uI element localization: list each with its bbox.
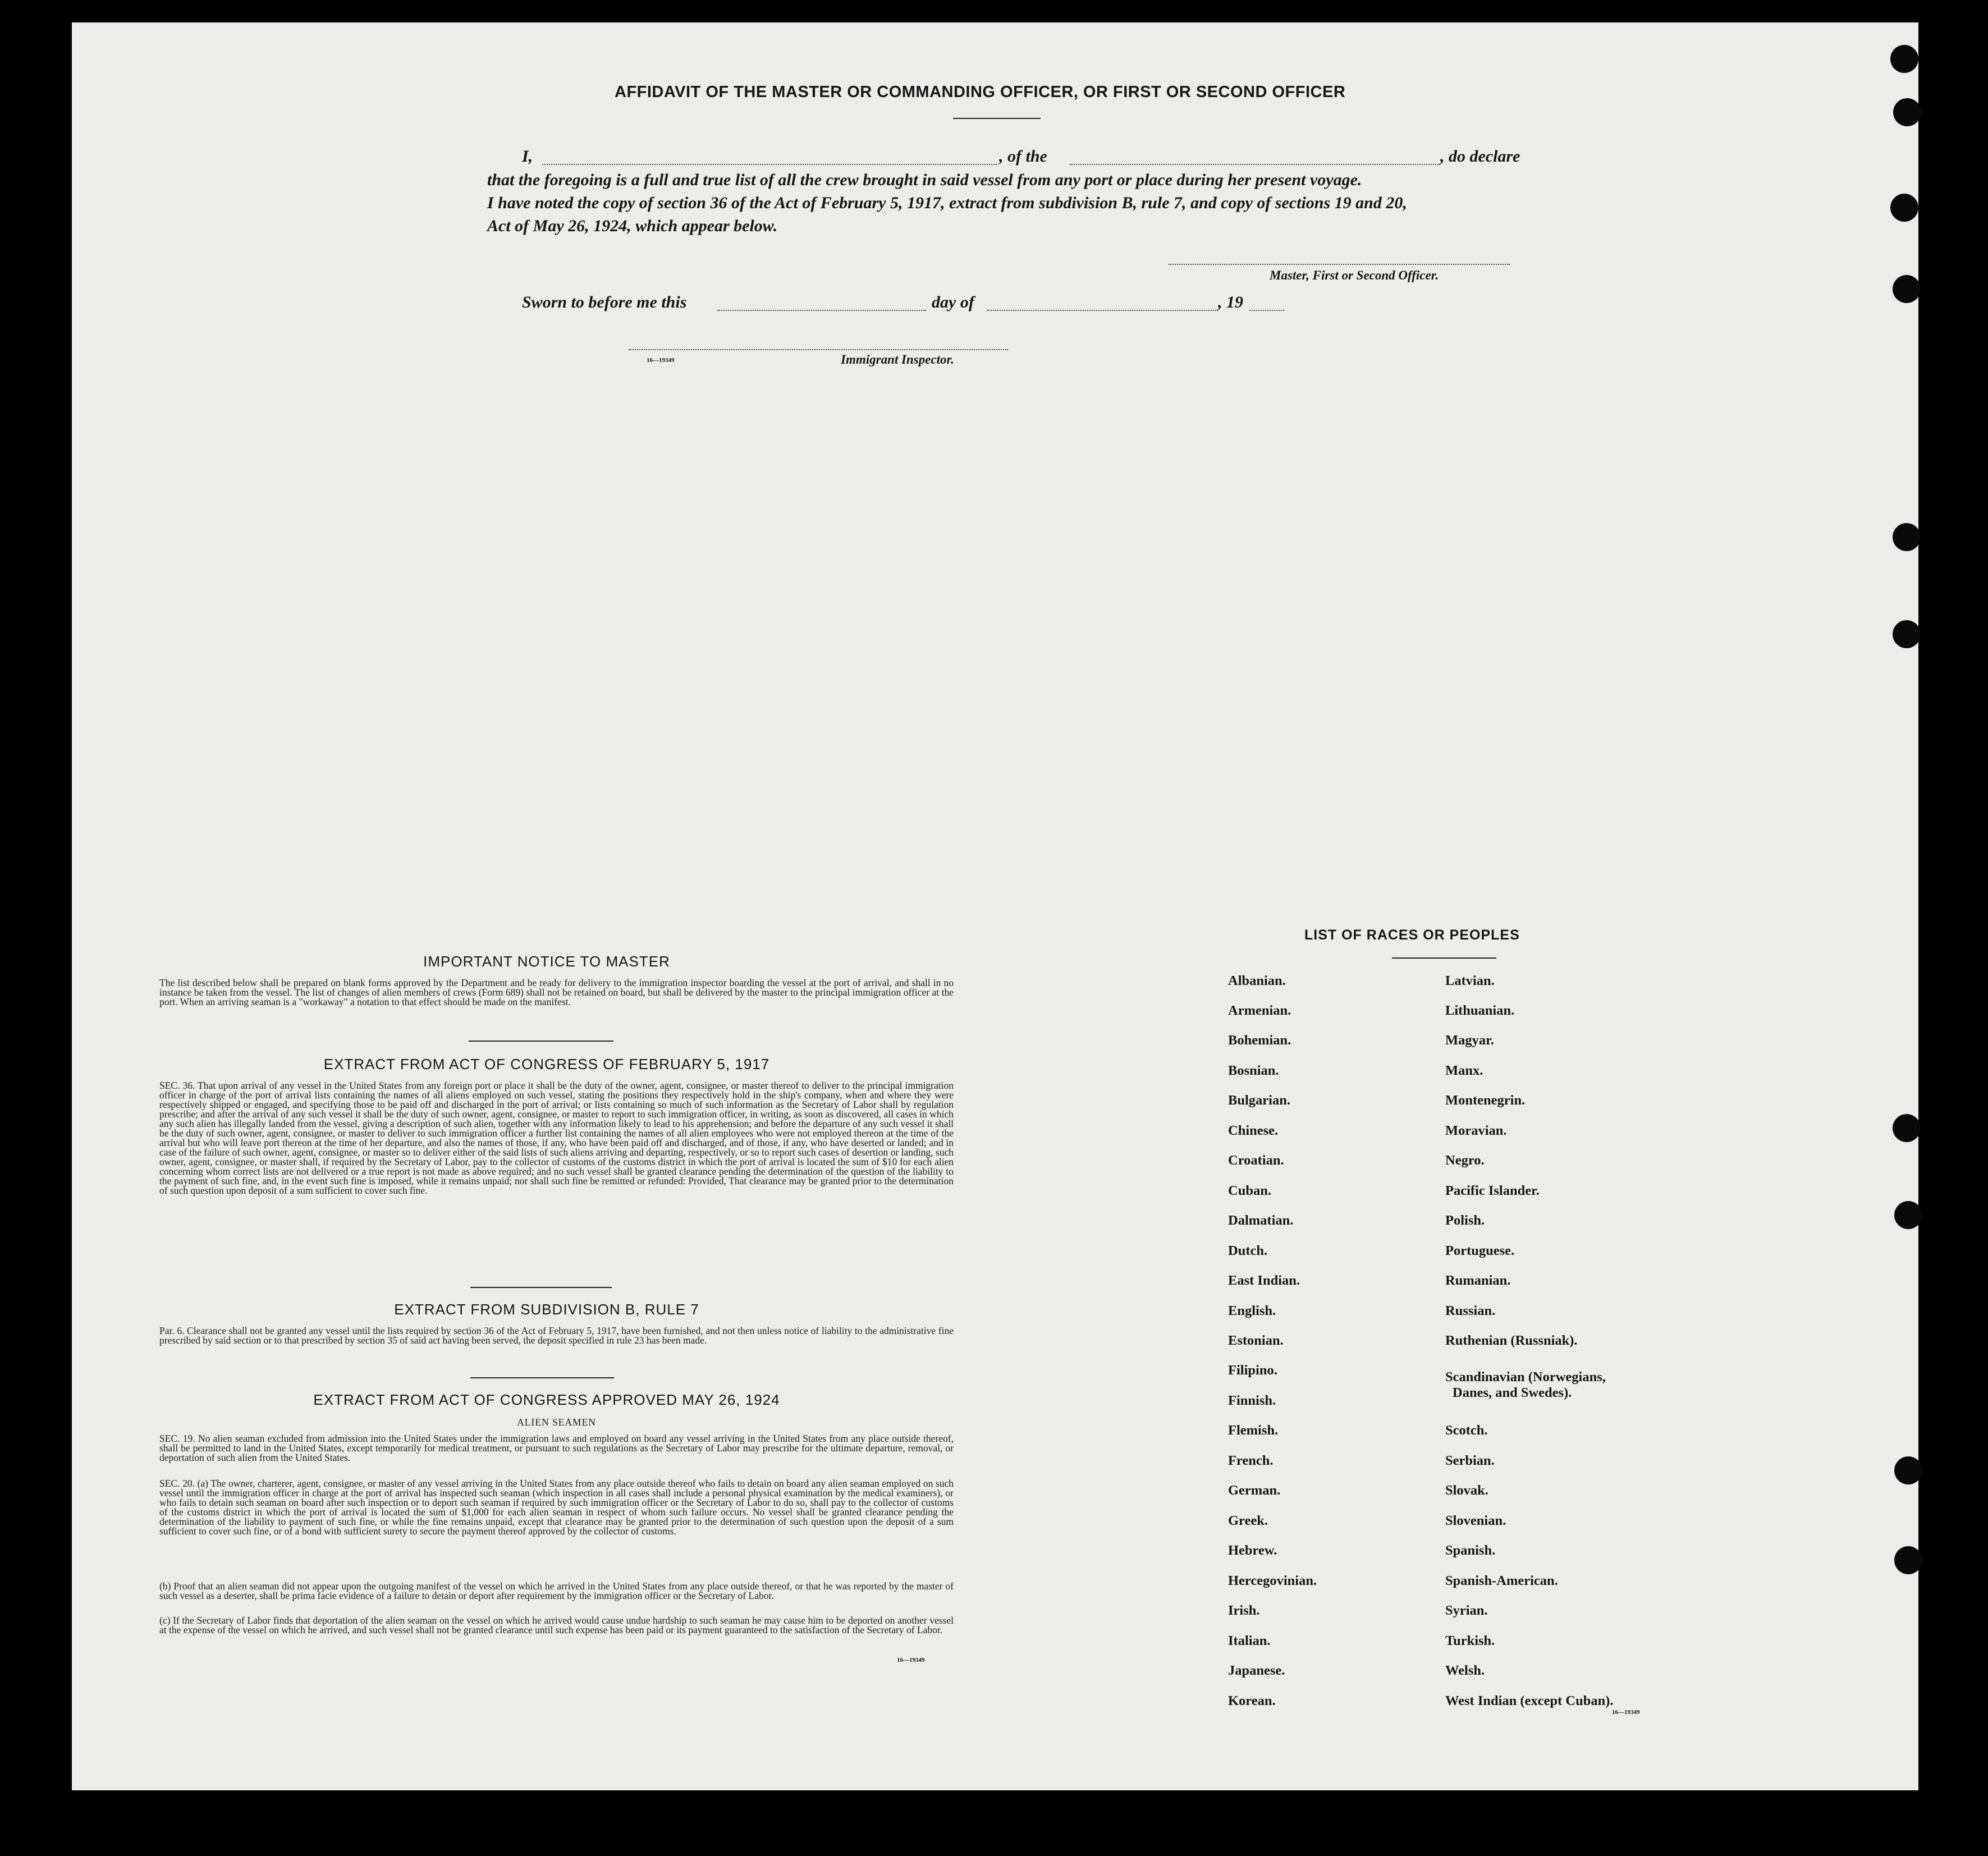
race-item: Albanian. bbox=[1228, 973, 1286, 988]
race-item: Serbian. bbox=[1445, 1453, 1495, 1468]
race-item: Filipino. bbox=[1228, 1363, 1277, 1378]
sworn-prefix: Sworn to before me this bbox=[522, 293, 687, 311]
notice-text: The list described below shall be prepared on blank forms approved by the Department and be ready for delivery to the immigration inspector boarding the vessel at the port of arrival, and shall in no instance be taken from the vessel. The list of changes of alien members of crews (Form 689) shall not be retained on board, but shall be delivered by the master to the principal immigration officer at the port. When an arriving seaman is a "workaway" a notation to that effect should be made on the manifest. bbox=[159, 977, 954, 1007]
race-item: Greek. bbox=[1228, 1513, 1268, 1528]
inspector-signature-line bbox=[629, 349, 1008, 350]
race-item: Ruthenian (Russniak). bbox=[1445, 1333, 1578, 1348]
race-item: Scotch. bbox=[1445, 1423, 1488, 1438]
race-item: Finnish. bbox=[1228, 1393, 1276, 1408]
race-item: West Indian (except Cuban). bbox=[1445, 1693, 1614, 1708]
officer-signature-line bbox=[1169, 264, 1510, 265]
extract-1924-title: EXTRACT FROM ACT OF CONGRESS APPROVED MAY 26, 1924 bbox=[313, 1391, 780, 1408]
vessel-blank bbox=[1070, 164, 1440, 165]
race-item: Bosnian. bbox=[1228, 1063, 1279, 1078]
race-item: Negro. bbox=[1445, 1153, 1485, 1168]
sworn-year: , 19 bbox=[1218, 293, 1243, 311]
binder-hole bbox=[1893, 620, 1921, 648]
extract-1917-title: EXTRACT FROM ACT OF CONGRESS OF FEBRUARY 5, 1917 bbox=[323, 1056, 770, 1073]
title-underline bbox=[953, 118, 1041, 119]
sec-20c-text: (c) If the Secretary of Labor finds that deportation of the alien seaman on the vessel on which he arrived would cause undue hardship to such seaman he may cause him to be deported on another vessel at the expense of the vessel on which he arrived, and such vessel shall not be granted clearance until such expense has been paid or its payment guaranteed to the satisfaction of the Secretary of Labor. bbox=[159, 1615, 954, 1635]
races-title-underline bbox=[1392, 957, 1496, 959]
extract-rule7-text: Par. 6. Clearance shall not be granted any vessel until the lists required by section 36 of the Act of February 5, 1917, have been furnished, and not then unless notice of liability to the administrative fine prescribed by said section or to that prescribed by section 35 of said act having been served, the deposit specified in rule 23 has been made. bbox=[159, 1325, 954, 1346]
race-item: Bohemian. bbox=[1228, 1033, 1291, 1048]
notice-title: IMPORTANT NOTICE TO MASTER bbox=[423, 953, 670, 970]
extract-rule7-title: EXTRACT FROM SUBDIVISION B, RULE 7 bbox=[394, 1301, 699, 1318]
section-divider bbox=[470, 1287, 612, 1288]
race-item: Flemish. bbox=[1228, 1423, 1279, 1438]
race-item: Latvian. bbox=[1445, 973, 1495, 988]
binder-hole bbox=[1890, 194, 1918, 222]
sec-20a-text: SEC. 20. (a) The owner, charterer, agent, consignee, or master of any vessel arriving in the United States from any place outside thereof who fails to detain on board any alien seaman employed on such vessel until the immigration officer in charge at the port of arrival has inspected such seaman (which inspection in all cases shall include a personal physical examination by the medical examiners), or who fails to detain such seaman on board after such inspection or to deport such seaman if required by such immigration officer or the Secretary of Labor to do so, shall pay to the collector of customs of the customs district in which the port of arrival is located the sum of $1,000 for each alien seaman in respect of whom such failure occurs. No vessel shall be granted clearance pending the determination of the liability to payment of such fine, or while the fine remains unpaid, except that clearance may be granted prior to the determination of such question upon the deposit of a sum sufficient to cover such fine, or of a bond with sufficient surety to secure the payment thereof approved by the collector of customs. bbox=[159, 1478, 954, 1537]
race-item: Montenegrin. bbox=[1445, 1093, 1526, 1108]
name-blank bbox=[542, 164, 997, 165]
extract-1924-subtitle: ALIEN SEAMEN bbox=[517, 1417, 596, 1428]
race-item: Korean. bbox=[1228, 1693, 1276, 1708]
race-item: Welsh. bbox=[1445, 1663, 1485, 1678]
race-item: Italian. bbox=[1228, 1633, 1271, 1648]
form-number: 16—19349 bbox=[897, 1657, 925, 1663]
race-item: Dalmatian. bbox=[1228, 1213, 1294, 1228]
declaration-of-the: , of the bbox=[999, 147, 1047, 166]
race-item: East Indian. bbox=[1228, 1273, 1300, 1288]
race-item: Scandinavian (Norwegians, bbox=[1445, 1369, 1606, 1385]
race-item: Danes, and Swedes). bbox=[1453, 1385, 1572, 1400]
race-item: Hercegovinian. bbox=[1228, 1573, 1317, 1588]
inspector-caption: Immigrant Inspector. bbox=[841, 352, 954, 366]
sworn-day-of: day of bbox=[932, 293, 974, 311]
binder-hole bbox=[1894, 1201, 1922, 1229]
race-item: Irish. bbox=[1228, 1603, 1260, 1618]
binder-hole bbox=[1893, 1114, 1921, 1142]
race-item: Magyar. bbox=[1445, 1033, 1494, 1048]
affidavit-title: AFFIDAVIT OF THE MASTER OR COMMANDING OFFICER, OR FIRST OR SECOND OFFICER bbox=[615, 83, 1346, 101]
race-item: German. bbox=[1228, 1483, 1281, 1498]
declaration-do-declare: , do declare bbox=[1440, 147, 1520, 166]
race-item: Turkish. bbox=[1445, 1633, 1495, 1648]
race-item: Chinese. bbox=[1228, 1123, 1279, 1138]
race-item: Lithuanian. bbox=[1445, 1003, 1515, 1018]
race-item: Spanish. bbox=[1445, 1543, 1496, 1558]
race-item: Slovak. bbox=[1445, 1483, 1488, 1498]
race-item: Portuguese. bbox=[1445, 1243, 1515, 1258]
race-item: English. bbox=[1228, 1303, 1276, 1318]
race-item: Pacific Islander. bbox=[1445, 1183, 1540, 1198]
extract-1917-text: SEC. 36. That upon arrival of any vessel in the United States from any foreign port or place it shall be the duty of the owner, agent, consignee, or master thereof to deliver to the principal immigration officer in charge of the port of arrival lists containing the names of all aliens employed on such vessel, stating the positions they respectively hold in the ship's company, when and where they were respectively shipped or engaged, and specifying those to be paid off and discharged in the port of arrival; or lists containing so much of such information as the Secretary of Labor shall by regulation prescribe; and after the arrival of any such vessel it shall be the duty of such owner, agent, consignee, or master to report to such immigration officer, in writing, as soon as discovered, all cases in which any such alien has illegally landed from the vessel, giving a description of such alien, together with any information likely to lead to his apprehension; and before the departure of any such vessel it shall be the duty of such owner, agent, consignee, or master to deliver to such immigration officer a further list containing the names of all alien employees who were not employed thereon at the time of the arrival but who will leave port thereon at the time of her departure, and also the names of those, if any, who have been paid off and discharged, and of those, if any, who have deserted or landed; and in case of the failure of such owner, agent, consignee, or master so to deliver either of the said lists of such aliens arriving and departing, respectively, or so to report such cases of desertion or landing, such owner, agent, consignee, or master shall, if required by the Secretary of Labor, pay to the collector of customs of the customs district in which the port of arrival is located the sum of $10 for each alien concerning whom correct lists are not delivered or a true report is not made as above required; and no such vessel shall be granted clearance pending the determination of the question of the liability to the payment of such fine, and, in the event such fine is imposed, while it remains unpaid; nor shall such fine be remitted or refunded: Provided, That clearance may be granted prior to the determination of such question upon deposit of a sum sufficient to cover such fine. bbox=[159, 1080, 954, 1196]
binder-hole bbox=[1893, 523, 1921, 551]
section-divider bbox=[470, 1377, 614, 1378]
race-item: Bulgarian. bbox=[1228, 1093, 1290, 1108]
declaration-line-4: Act of May 26, 1924, which appear below. bbox=[487, 217, 778, 235]
races-title: LIST OF RACES OR PEOPLES bbox=[1304, 927, 1520, 943]
binder-hole bbox=[1894, 1546, 1922, 1574]
race-item: Manx. bbox=[1445, 1063, 1483, 1078]
race-item: Dutch. bbox=[1228, 1243, 1268, 1258]
race-item: Russian. bbox=[1445, 1303, 1496, 1318]
race-item: Spanish-American. bbox=[1445, 1573, 1558, 1588]
race-item: Syrian. bbox=[1445, 1603, 1488, 1618]
race-item: Moravian. bbox=[1445, 1123, 1507, 1138]
race-item: Estonian. bbox=[1228, 1333, 1284, 1348]
race-item: Slovenian. bbox=[1445, 1513, 1506, 1528]
form-number: 16—19349 bbox=[1612, 1709, 1640, 1716]
declaration-line-3: I have noted the copy of section 36 of the Act of February 5, 1917, extract from subdivision B, rule 7, and copy of sections 19 and 20, bbox=[487, 194, 1407, 212]
sec-19-text: SEC. 19. No alien seaman excluded from admission into the United States under the immigration laws and employed on board any vessel arriving in the United States from any place outside thereof, shall be permitted to land in the United States, except temporarily for medical treatment, or pursuant to such regulations as the Secretary of Labor may prescribe for the ultimate departure, removal, or deportation of such alien from the United States. bbox=[159, 1433, 954, 1463]
race-item: Croatian. bbox=[1228, 1153, 1284, 1168]
sworn-month-blank bbox=[987, 310, 1218, 311]
sworn-year-blank bbox=[1249, 310, 1284, 311]
officer-signature-caption: Master, First or Second Officer. bbox=[1270, 268, 1439, 282]
race-item: Armenian. bbox=[1228, 1003, 1291, 1018]
binder-hole bbox=[1894, 1456, 1922, 1484]
race-item: Polish. bbox=[1445, 1213, 1485, 1228]
race-item: Rumanian. bbox=[1445, 1273, 1511, 1288]
binder-hole bbox=[1893, 275, 1921, 303]
sec-20b-text: (b) Proof that an alien seaman did not appear upon the outgoing manifest of the vessel on which he arrived in the United States from any place outside thereof, or that he was reported by the master of such vessel as a deserter, shall be prima facie evidence of a failure to detain or deport after requirement by the immigration officer or the Secretary of Labor. bbox=[159, 1580, 954, 1601]
declaration-i: I, bbox=[522, 147, 533, 166]
binder-hole bbox=[1893, 98, 1921, 126]
section-divider bbox=[469, 1041, 613, 1042]
race-item: Japanese. bbox=[1228, 1663, 1285, 1678]
race-item: French. bbox=[1228, 1453, 1274, 1468]
form-number: 16—19349 bbox=[647, 357, 675, 364]
race-item: Hebrew. bbox=[1228, 1543, 1277, 1558]
declaration-line-2: that the foregoing is a full and true list of all the crew brought in said vessel from any port or place during her present voyage. bbox=[487, 171, 1362, 189]
sworn-day-blank bbox=[717, 310, 926, 311]
race-item: Cuban. bbox=[1228, 1183, 1271, 1198]
binder-hole bbox=[1890, 45, 1918, 73]
